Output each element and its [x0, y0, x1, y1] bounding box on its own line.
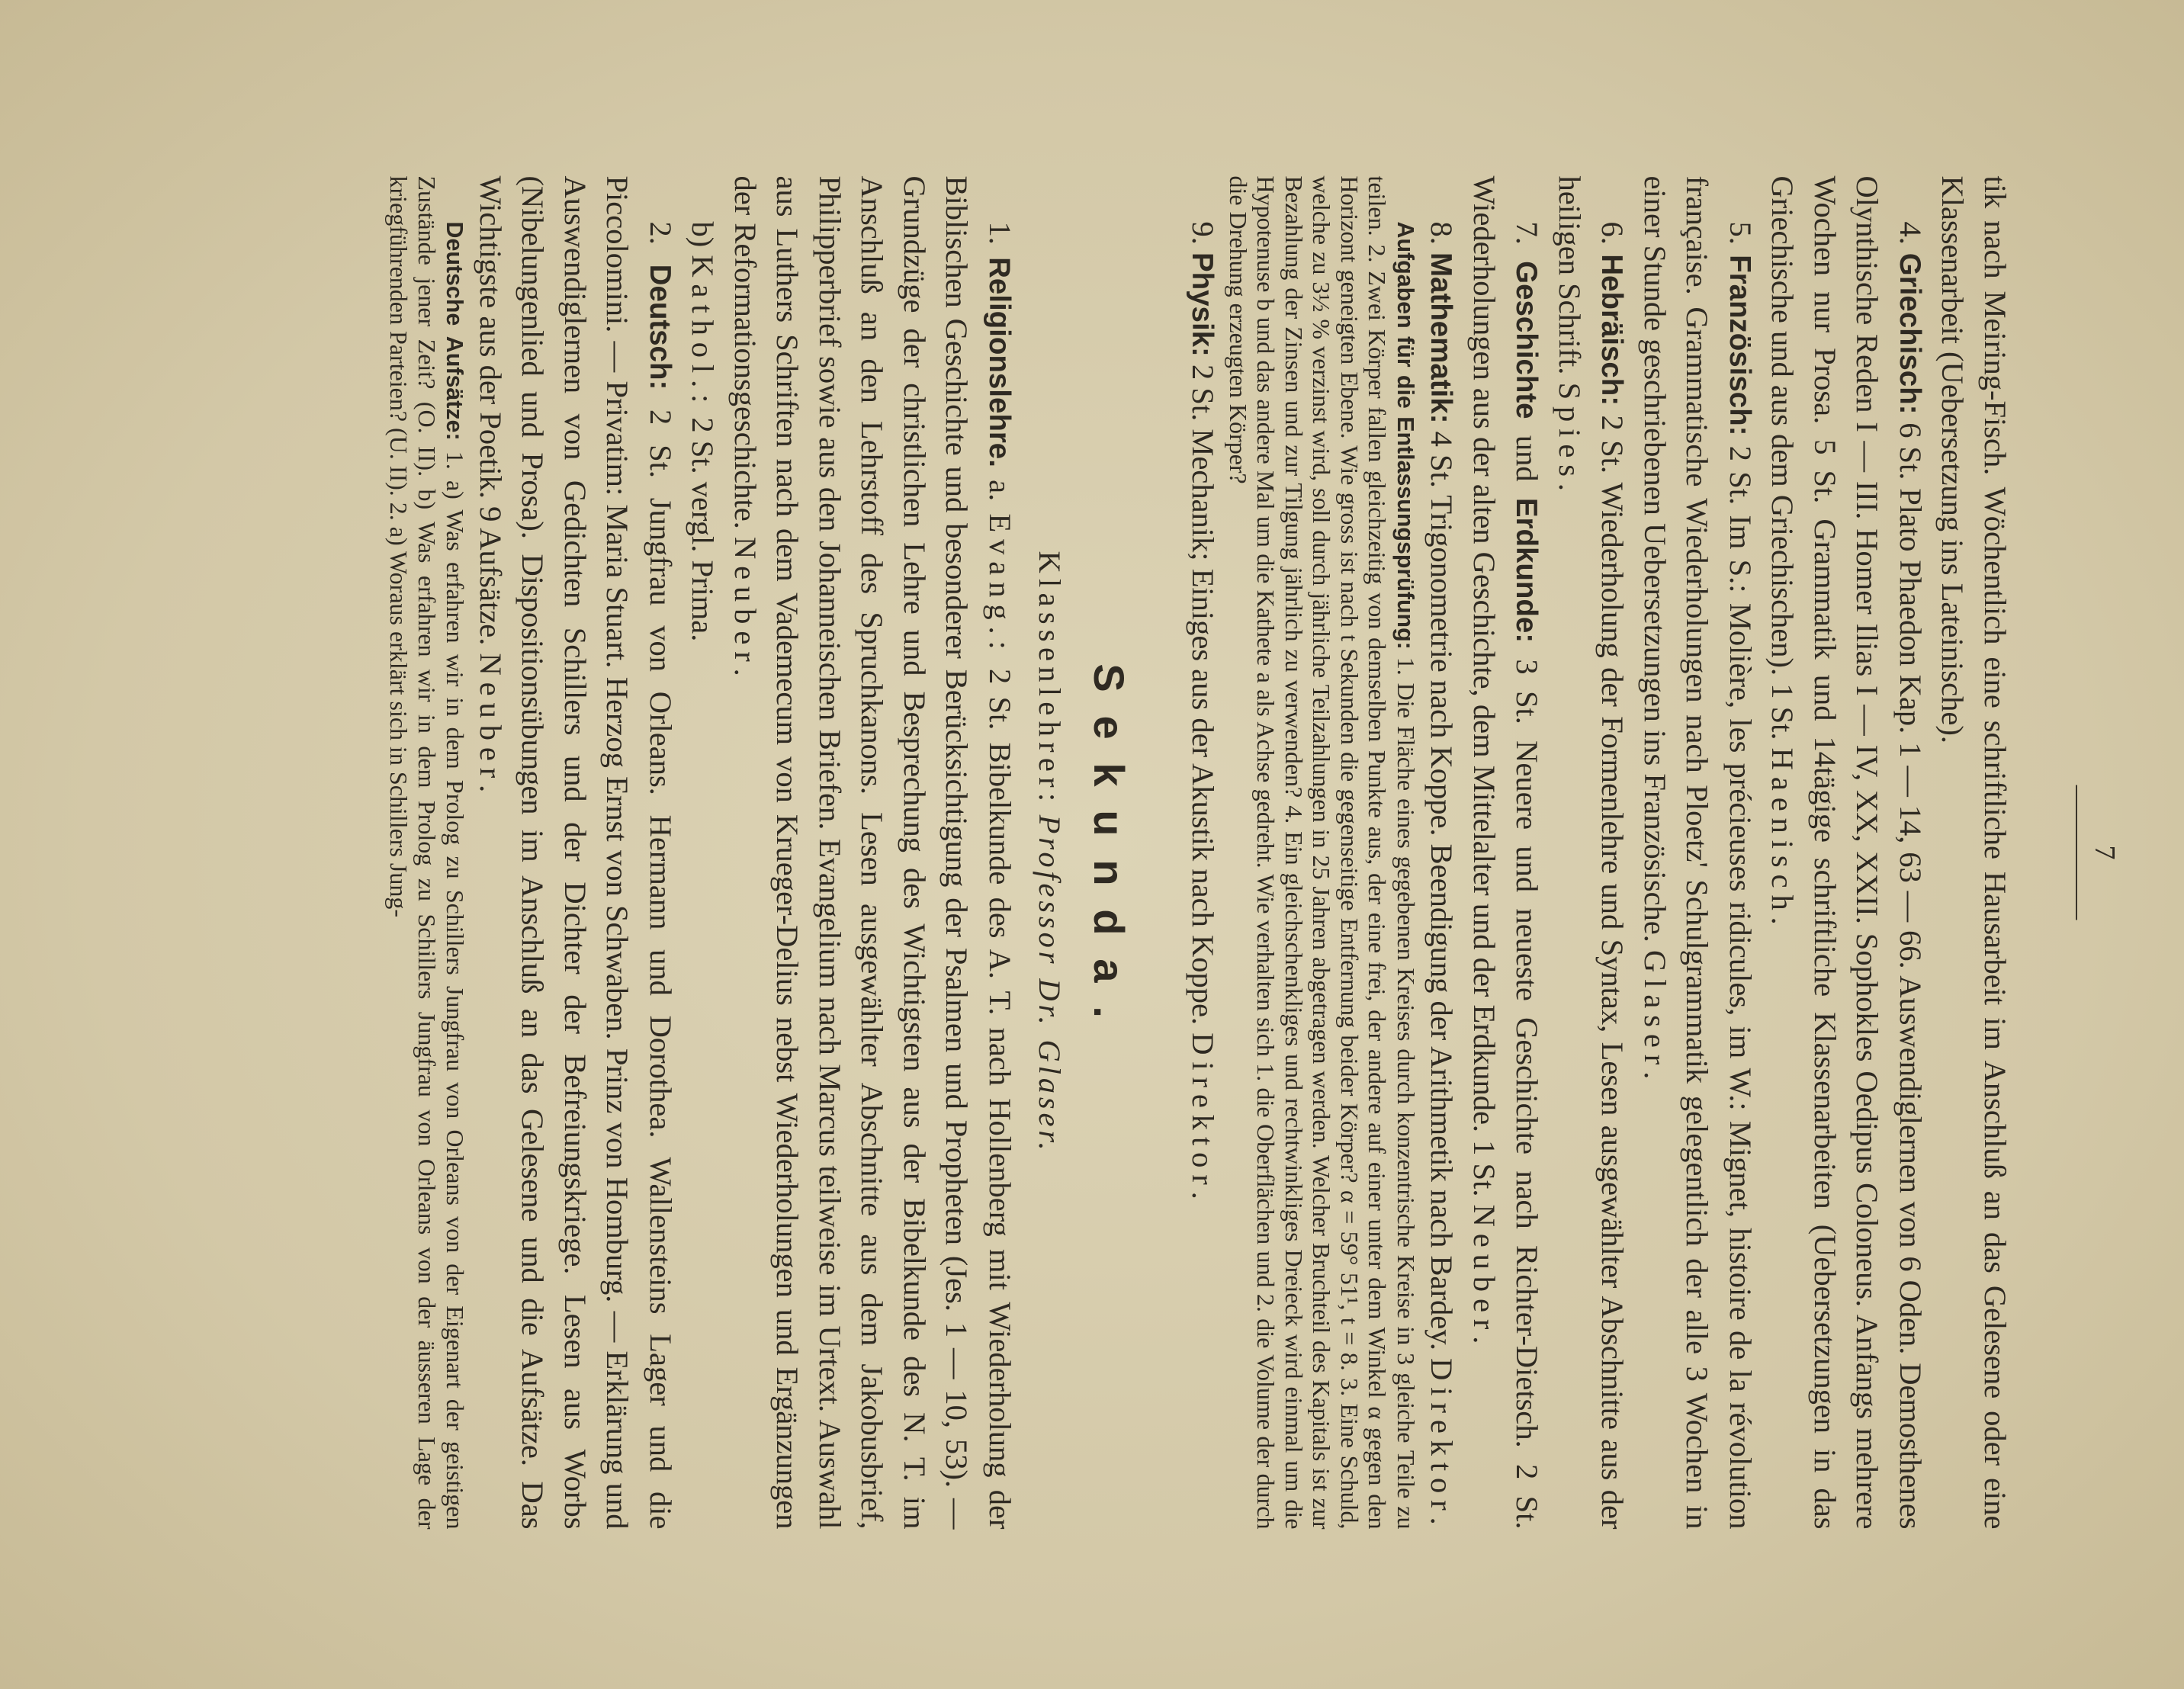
paragraph-mathematik: 8. Mathematik: 4 St. Trigonometrie nach Koppe. Beendigung der Arithmetik nach Bardey. Direktor. [1424, 221, 1460, 1525]
paragraph-deutsche-aufsaetze: Deutsche Aufsätze: 1. a) Was erfahren wir in dem Prolog zu Schillers Jungfrau von Orleans von der Eigenart der geistigen Zustände jener Zeit? (O. II). b) Was erfahren wir in dem Prolog zu Schillers Jungfrau von Orleans von der äusseren Lage der kriegführenden Parteien? (U. II). 2. a) Woraus erklärt sich in Schillers Jung- [385, 175, 470, 1530]
paragraph-griechisch: 4. Griechisch: 6 St. Plato Phaedon Kap. 1 — 14, 63 — 66. Auswendiglernen von 6 Oden. Demosthenes Olynthische Reden I — III. Homer Ilias I — IV, XX, XXII. Sophokles Oedipus Coloneus. Anfangs mehrere Wochen nur Prosa. 5 St. Grammatik und 14tägige schriftliche Klassenarbeiten (Uebersetzungen in das Griechische und aus dem Griechischen). 1 St. Haenisch. [1765, 175, 1928, 1529]
teacher-name: Neuber [474, 652, 508, 785]
teacher-name: Neuber [1467, 1204, 1502, 1336]
page-header [2016, 175, 2131, 1529]
subject-hebraeisch: Hebräisch: [1595, 253, 1629, 406]
subject-erdkunde: Erdkunde: [1510, 497, 1543, 643]
teacher-name: Spies [1553, 382, 1587, 483]
class-teacher-name: Professor Dr. Glaser. [1033, 814, 1067, 1154]
subject-franzoesisch: Französisch: [1723, 254, 1756, 435]
exam-heading: Aufgaben für die Entlassungsprüfung: [1392, 221, 1418, 650]
subject-geschichte: Geschichte [1510, 260, 1543, 419]
paragraph-physik: 9. Physik: 2 St. Mechanik; Einiges aus der Akustik nach Koppe. Direktor. [1186, 221, 1221, 1199]
section-heading: Sekunda. [1085, 663, 1133, 1042]
paragraph-hebraeisch: 6. Hebräisch: 2 St. Wiederholung der Formenlehre und Syntax, Lesen ausgewählter Abschnitte aus der heiligen Schrift. Spies. [1553, 175, 1630, 1529]
teacher-name: Glaser [1638, 949, 1672, 1071]
header-rule [2076, 785, 2077, 920]
teacher-name: Haenisch [1765, 747, 1800, 917]
subject-griechisch: Griechisch: [1893, 252, 1926, 414]
page-number: 7 [2089, 845, 2121, 859]
essay-heading: Deutsche Aufsätze: [442, 221, 468, 441]
teacher-name: Direktor [1186, 1032, 1221, 1192]
teacher-name: Direktor [1424, 1357, 1460, 1517]
subject-deutsch: Deutsch: [644, 264, 676, 390]
section-sekunda [1029, 175, 1134, 1529]
subject-physik: Physik: [1186, 252, 1219, 357]
paragraph-exam-tasks: Aufgaben für die Entlassungsprüfung: 1. Die Fläche eines gegebenen Kreises durch konzentrische Kreise in 3 gleiche Teile zu teilen. 2. Zwei Körper fallen gleichzeitig von demselben Punkte aus, der eine frei, der andere auf einer unter dem Winkel α gegen den Horizont geneigten Ebene. Wie gross ist nach t Sekunden die gegenseitige Entfernung beider Körper? α = 59° 51¹, t = 8. 3. Eine Schuld, welche zu 3½ % verzinst wird, soll durch jährliche Teilzahlungen in 25 Jahren abgetragen werden. Welcher Bruchteil des Kapitals ist zur Bezahlung der Zinsen und zur Tilgung jährlich zu verwenden? 4. Ein gleichschenkliges und rechtwinkliges Dreieck wird einmal um die Hypotenuse b und das andere Mal um die Kathete a als Achse gedreht. Wie verhalten sich 1. die Oberflächen und 2. die Volume der durch die Drehung erzeugten Körper? [1225, 175, 1420, 1530]
paragraph-geschichte: 7. Geschichte und Erdkunde: 3 St. Neuere und neueste Geschichte nach Richter-Dietsch. 2 St. Wiederholungen aus der alten Geschichte, dem Mittelalter und der Erdkunde. 1 St. Neuber. [1467, 175, 1545, 1530]
subject-mathematik: Mathematik: [1424, 252, 1458, 423]
paragraph-religion-kathol: b) Kathol.: 2 St. vergl. Prima. [686, 221, 721, 641]
paragraph-latin-end: tik nach Meiring-Fisch. Wöchentlich eine schriftliche Hausarbeit im Anschluß an das Gelesene oder eine Klassenarbeit (Uebersetzung ins Lateinische). [1935, 175, 2012, 1529]
class-teacher-line: Klassenlehrer: Professor Dr. Glaser. [1033, 551, 1067, 1154]
paragraph-deutsch: 2. Deutsch: 2 St. Jungfrau von Orleans. Hermann und Dorothea. Wallensteins Lager und die Piccolomini. — Privatim: Maria Stuart. Herzog Ernst von Schwaben. Prinz von Homburg. — Erklärung und Auswendiglernen von Gedichten Schillers und der Dichter der Befreiungskriege. Lesen aus Worbs (Nibelungenlied und Prosa). Dispositionsübungen im Anschluß an das Gelesene und die Aufsätze. Das Wichtigste aus der Poetik. 9 Aufsätze. Neuber. [474, 175, 678, 1530]
teacher-name: Neuber [728, 536, 763, 669]
subject-religion: Religionslehre. [983, 256, 1016, 467]
paragraph-religion: 1. Religionslehre. a. Evang.: 2 St. Bibelkunde des A. T. nach Hollenberg mit Wiederholung der Biblischen Geschichte und besonderer Berücksichtigung der Psalmen und Propheten (Jes. 1 — 10, 53). — Grundzüge der christlichen Lehre und Besprechung des Wichtigsten aus der Bibelkunde des N. T. im Anschluß an den Lehrstoff des Spruchkanons. Lesen ausgewählter Abschnitte aus dem Jakobusbrief, Philipperbrief sowie aus den Johanneischen Briefen. Evangelium nach Marcus teilweise im Urtext. Auswahl aus Luthers Schriften nach dem Vademecum von Krueger-Delius nebst Wiederholungen und Ergänzungen der Reformationsgeschichte. Neuber. [728, 175, 1017, 1529]
paragraph-franzoesisch: 5. Französisch: 2 St. Im S.: Molière, les précieuses ridicules, im W.: Mignet, histoire de la révolution française. Grammatische Wiederholungen nach Ploetz' Schulgrammatik gelegentlich der alle 3 Wochen in einer Stunde geschriebenen Uebersetzungen ins Französische. Glaser. [1638, 175, 1758, 1529]
